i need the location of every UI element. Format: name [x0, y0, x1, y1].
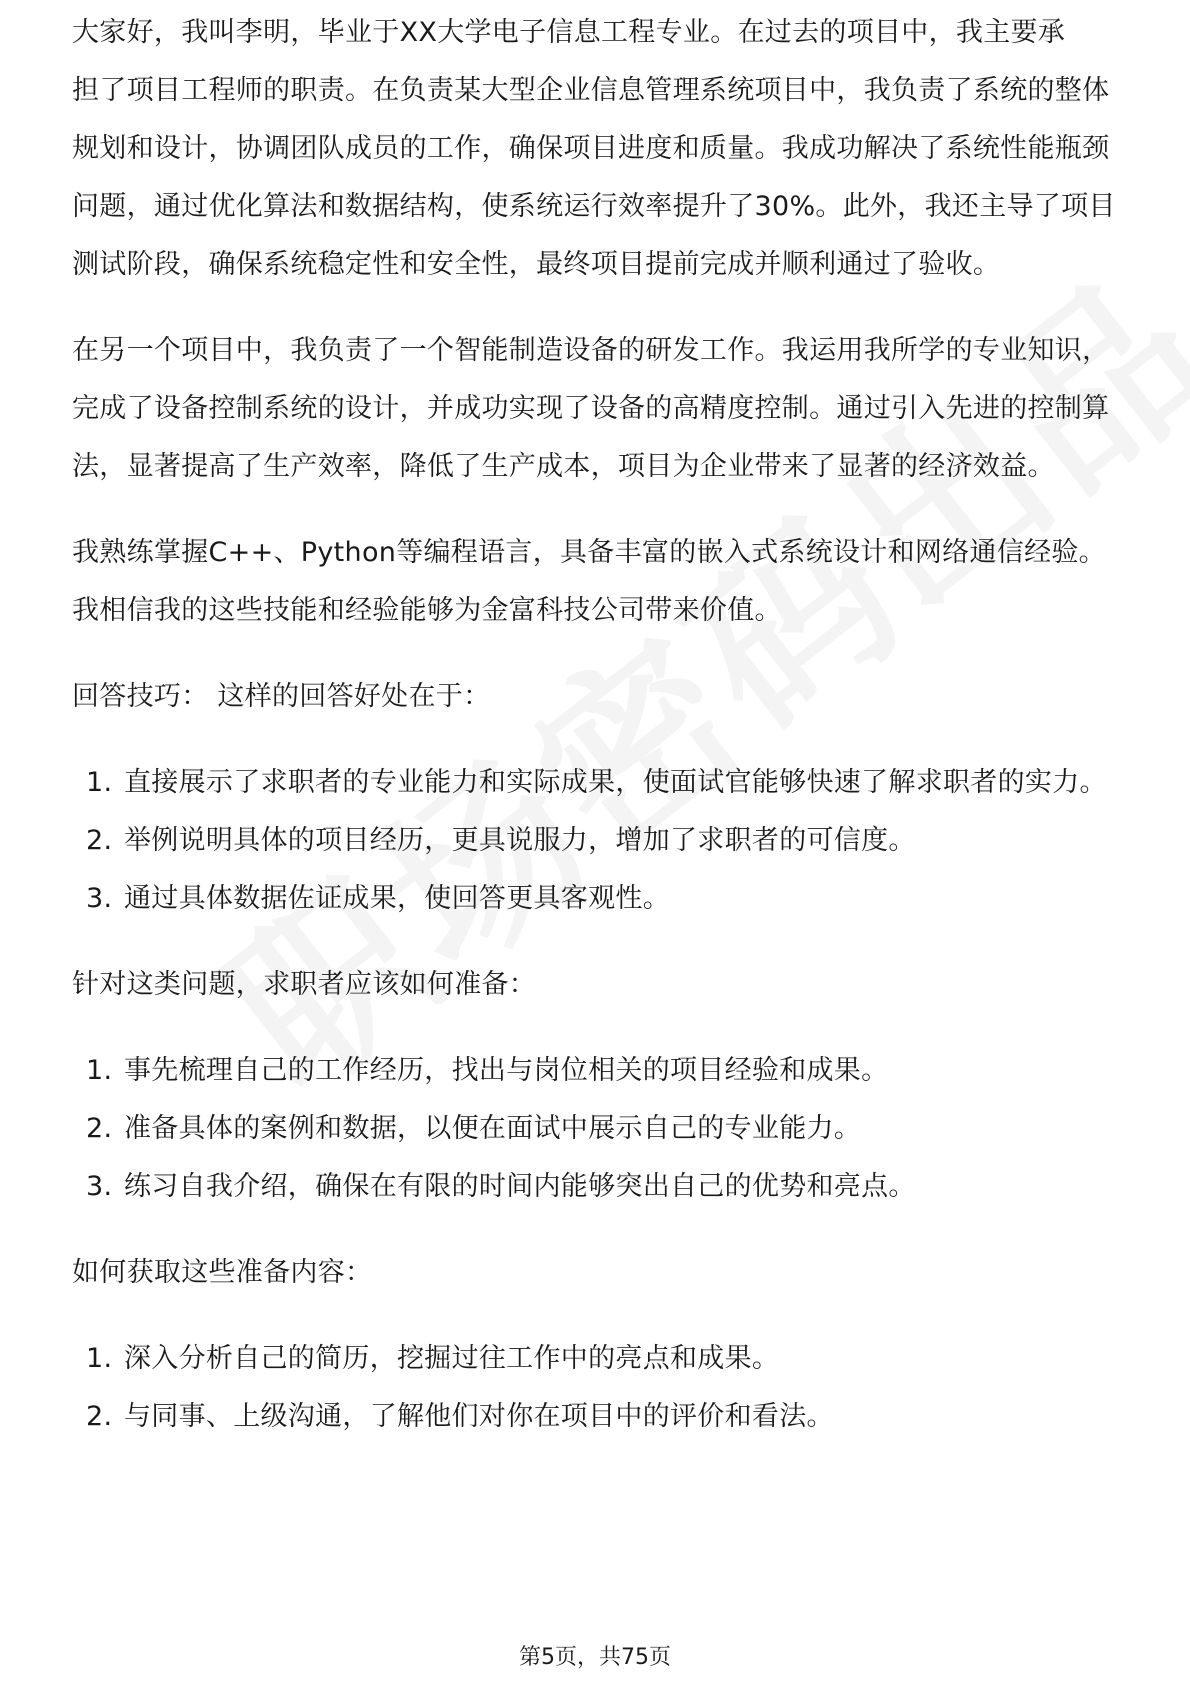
- obtain-list: [72, 1330, 1122, 1446]
- heading-how-to-obtain: 如何获取这些准备内容：: [72, 1257, 373, 1288]
- paragraph-project-engineer: 担了项目工程师的职责。在负责某大型企业信息管理系统项目中，我负责了系统的整体规划和设计，协调团队成员的工作，确保项目进度和质量。我成功解决了系统性能瓶颈问题，通过优化算法和数据结构，使系统运行效率提升了30%。此外，我还主导了项目测试阶段，确保系统稳定性和安全性，最终项目提前完成并顺利通过了验收。: [72, 75, 1116, 280]
- list-item: 3. 练习自我介绍，确保在有限的时间内能够突出自己的优势和亮点。: [86, 1171, 916, 1202]
- list-item: 2. 举例说明具体的项目经历，更具说服力，增加了求职者的可信度。: [86, 825, 916, 856]
- page-number: 第5页，共75页: [519, 1645, 671, 1670]
- prepare-list: [72, 1042, 1122, 1216]
- list-item: 2. 准备具体的案例和数据，以便在面试中展示自己的专业能力。: [86, 1113, 862, 1144]
- list-item: 1. 深入分析自己的简历，挖掘过往工作中的亮点和成果。: [86, 1343, 780, 1374]
- paragraph-skills: 我熟练掌握C++、Python等编程语言，具备丰富的嵌入式系统设计和网络通信经验。我相信我的这些技能和经验能够为金富科技公司带来价值。: [72, 537, 1106, 626]
- list-item: 1. 事先梳理自己的工作经历，找出与岗位相关的项目经验和成果。: [86, 1055, 889, 1086]
- tips-list: [72, 754, 1122, 928]
- paragraph-smart-manufacturing: 在另一个项目中，我负责了一个智能制造设备的研发工作。我运用我所学的专业知识，完成了设备控制系统的设计，并成功实现了设备的高精度控制。通过引入先进的控制算法，显著提高了生产效率，降低了生产成本，项目为企业带来了显著的经济效益。: [72, 335, 1110, 482]
- paragraph-cut-top: 大家好，我叫李明，毕业于XX大学电子信息工程专业。在过去的项目中，我主要承: [72, 17, 1066, 48]
- list-item: 3. 通过具体数据佐证成果，使回答更具客观性。: [86, 883, 670, 914]
- page-content: [72, 17, 1122, 1446]
- heading-how-to-prepare: 针对这类问题，求职者应该如何准备：: [72, 969, 537, 1000]
- heading-answer-tips: 回答技巧： 这样的回答好处在于：: [72, 681, 491, 712]
- list-item: 1. 直接展示了求职者的专业能力和实际成果，使面试官能够快速了解求职者的实力。: [86, 767, 1107, 798]
- list-item: 2. 与同事、上级沟通，了解他们对你在项目中的评价和看法。: [86, 1401, 834, 1432]
